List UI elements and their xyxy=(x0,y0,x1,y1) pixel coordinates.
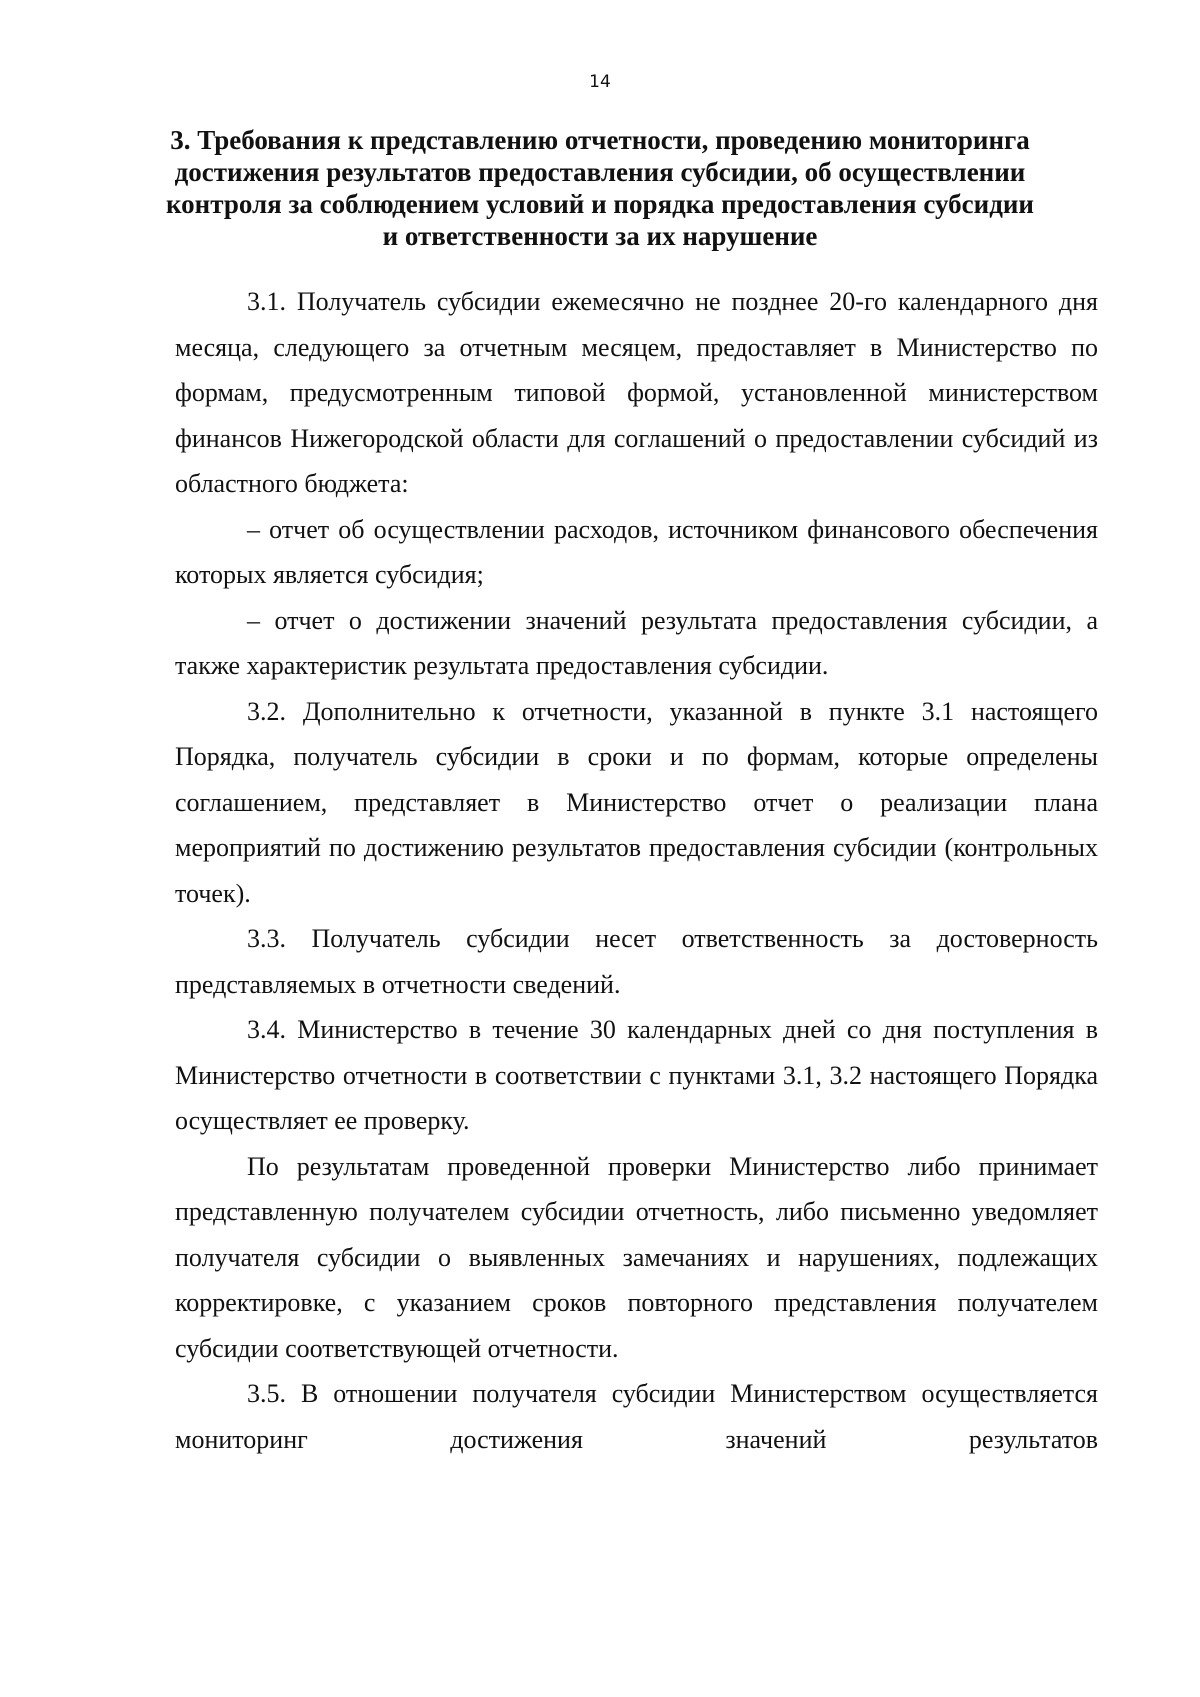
section-heading xyxy=(160,124,1040,252)
paragraph-3-1: 3.1. Получатель субсидии ежемесячно не позднее 20-го календарного дня месяца, следующего за отчетным месяцем, предоставляет в Министерство по формам, предусмотренным типовой формой, установленной министерством финансов Нижегородской области для соглашений о предоставлении субсидий из областного бюджета: xyxy=(175,287,1098,498)
paragraph-3-2: 3.2. Дополнительно к отчетности, указанной в пункте 3.1 настоящего Порядка, получатель субсидии в сроки и по формам, которые определены соглашением, представляет в Министерство отчет о реализации плана мероприятий по достижению результатов предоставления субсидии (контрольных точек). xyxy=(175,696,1098,908)
section-heading-line: контроля за соблюдением условий и порядка предоставления субсидии xyxy=(165,189,1034,219)
paragraph-3-1-list-item: – отчет о достижении значений результата предоставления субсидии, а также характеристик результата предоставления субсидии. xyxy=(175,605,1098,680)
paragraph-3-1-list-item: – отчет об осуществлении расходов, источником финансового обеспечения которых является субсидия; xyxy=(175,514,1098,589)
paragraph-3-3: 3.3. Получатель субсидии несет ответственность за достоверность представляемых в отчетности сведений. xyxy=(175,924,1098,999)
paragraph-3-5: 3.5. В отношении получателя субсидии Министерством осуществляется мониторинг достижения значений результатов xyxy=(175,1379,1098,1454)
document-body xyxy=(175,279,1098,1462)
section-heading-line: и ответственности за их нарушение xyxy=(382,221,818,251)
section-heading-line: 3. Требования к представлению отчетности, проведению мониторинга xyxy=(170,125,1030,155)
page-number: 14 xyxy=(589,72,611,92)
paragraph-3-4: 3.4. Министерство в течение 30 календарных дней со дня поступления в Министерство отчетности в соответствии с пунктами 3.1, 3.2 настоящего Порядка осуществляет ее проверку. xyxy=(175,1015,1098,1135)
paragraph-3-4-result: По результатам проведенной проверки Министерство либо принимает представленную получателем субсидии отчетность, либо письменно уведомляет получателя субсидии о выявленных замечаниях и нарушениях, подлежащих корректировке, с указанием сроков повторного представления получателем субсидии соответствующей отчетности. xyxy=(175,1151,1098,1363)
section-heading-line: достижения результатов предоставления субсидии, об осуществлении xyxy=(174,157,1026,187)
